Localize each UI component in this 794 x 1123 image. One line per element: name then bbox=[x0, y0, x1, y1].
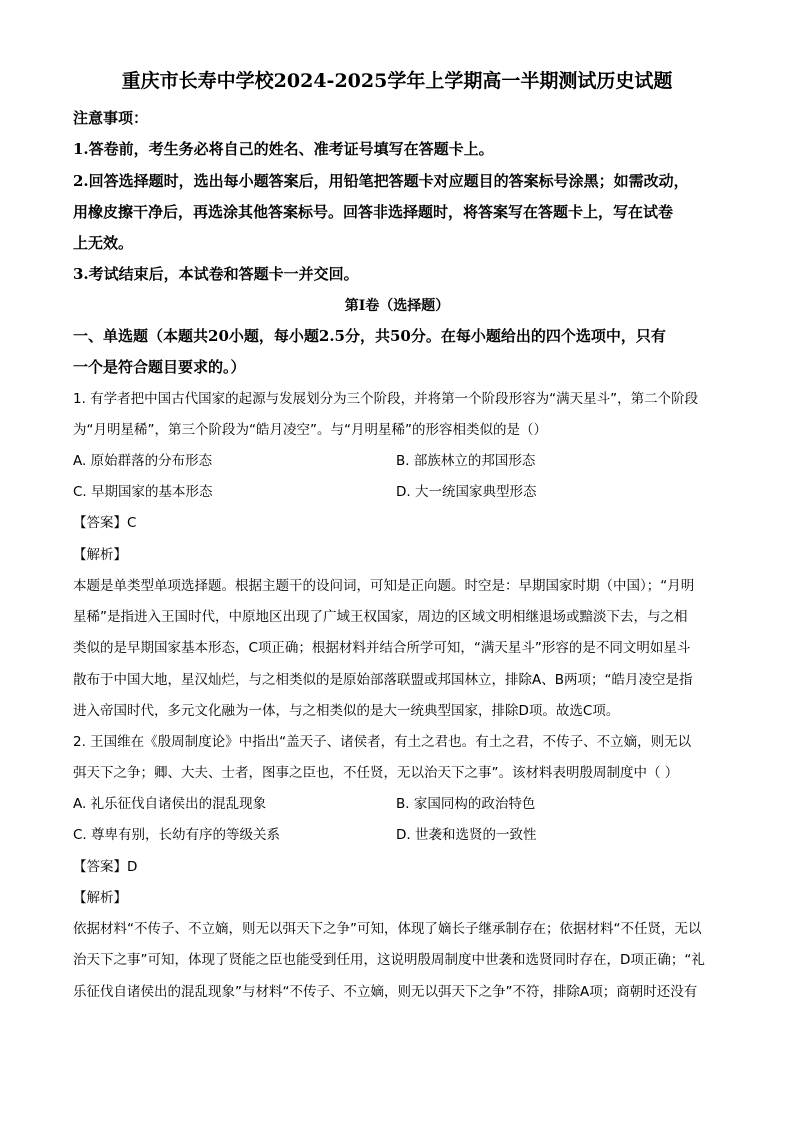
notice-line: 上无效。 bbox=[73, 234, 134, 252]
question-2-stem: 2. 王国维在《殷周制度论》中指出“盖天子、诸侯者，有土之君也。有土之君，不传子、不立嫡，则无以 bbox=[73, 734, 692, 750]
question-1-analysis: 散布于中国大地，星汉灿烂，与之相类似的是原始部落联盟或邦国林立，排除A、B两项；“皓月凌空是指 bbox=[73, 672, 693, 688]
notice-line: 3.考试结束后，本试卷和答题卡一并交回。 bbox=[73, 265, 359, 283]
question-1-analysis: 类似的是早期国家基本形态，C项正确；根据材料并结合所学可知，“满天星斗”形容的是不同文明如星斗 bbox=[73, 640, 691, 656]
question-2-option-a: A. 礼乐征伐自诸侯出的混乱现象 bbox=[73, 796, 267, 812]
question-2-stem: 弭天下之争；卿、大夫、士者，图事之臣也，不任贤，无以治天下之事”。该材料表明殷周制度中（ ） bbox=[73, 765, 679, 781]
question-1-stem: 为“月明星稀”，第三个阶段为“皓月凌空”。与“月明星稀”的形容相类似的是（） bbox=[73, 422, 547, 438]
question-2-analysis: 依据材料“不传子、不立嫡，则无以弭天下之争”可知，体现了嫡长子继承制存在；依据材料“不任贤，无以 bbox=[73, 921, 702, 937]
question-1-option-d: D. 大一统国家典型形态 bbox=[396, 484, 537, 500]
question-2-analysis-label: 【解析】 bbox=[73, 890, 127, 906]
question-1-stem: 1. 有学者把中国古代国家的起源与发展划分为三个阶段，并将第一个阶段形容为“满天星斗”，第二个阶段 bbox=[73, 391, 699, 407]
question-2-answer: 【答案】D bbox=[73, 859, 138, 875]
notice-line: 用橡皮擦干净后，再选涂其他答案标号。回答非选择题时，将答案写在答题卡上，写在试卷 bbox=[73, 203, 674, 221]
part-instructions: 一、单选题（本题共20小题，每小题2.5分，共50分。在每小题给出的四个选项中，只有 bbox=[73, 327, 666, 345]
question-2-option-b: B. 家国同构的政治特色 bbox=[396, 796, 536, 812]
question-1-analysis-label: 【解析】 bbox=[73, 547, 127, 563]
question-1-option-b: B. 部族林立的邦国形态 bbox=[396, 453, 536, 469]
question-2-option-d: D. 世袭和选贤的一致性 bbox=[396, 827, 537, 843]
question-1-analysis: 进入帝国时代，多元文化融为一体，与之相类似的是大一统典型国家，排除D项。故选C项。 bbox=[73, 703, 620, 719]
part-instructions: 一个是符合题目要求的。） bbox=[73, 358, 246, 376]
page-title: 重庆市长寿中学校2024-2025学年上学期高一半期测试历史试题 bbox=[121, 70, 673, 92]
question-1-analysis: 本题是单类型单项选择题。根据主题干的设问词，可知是正向题。时空是：早期国家时期（中国）；“月明 bbox=[73, 578, 695, 594]
notice-line: 1.答卷前，考生务必将自己的姓名、准考证号填写在答题卡上。 bbox=[73, 140, 494, 158]
question-2-analysis: 治天下之事”可知，体现了贤能之臣也能受到任用，这说明殷周制度中世袭和选贤同时存在，D项正确；“礼 bbox=[73, 952, 705, 968]
notice-heading: 注意事项： bbox=[73, 109, 149, 127]
question-1-analysis: 星稀”是指进入王国时代，中原地区出现了广域王权国家，周边的区域文明相继退场或黯淡下去，与之相 bbox=[73, 609, 688, 625]
notice-line: 2.回答选择题时，选出每小题答案后，用铅笔把答题卡对应题目的答案标号涂黑；如需改动， bbox=[73, 172, 689, 190]
section-title: 第Ⅰ卷（选择题） bbox=[344, 298, 450, 314]
question-1-answer: 【答案】C bbox=[73, 515, 137, 531]
question-1-option-a: A. 原始群落的分布形态 bbox=[73, 453, 213, 469]
question-2-option-c: C. 尊卑有别，长幼有序的等级关系 bbox=[73, 827, 281, 843]
question-2-analysis: 乐征伐自诸侯出的混乱现象”与材料“不传子、不立嫡，则无以弭天下之争”不符，排除A项；商朝时还没有 bbox=[73, 984, 698, 1000]
question-1-option-c: C. 早期国家的基本形态 bbox=[73, 484, 213, 500]
